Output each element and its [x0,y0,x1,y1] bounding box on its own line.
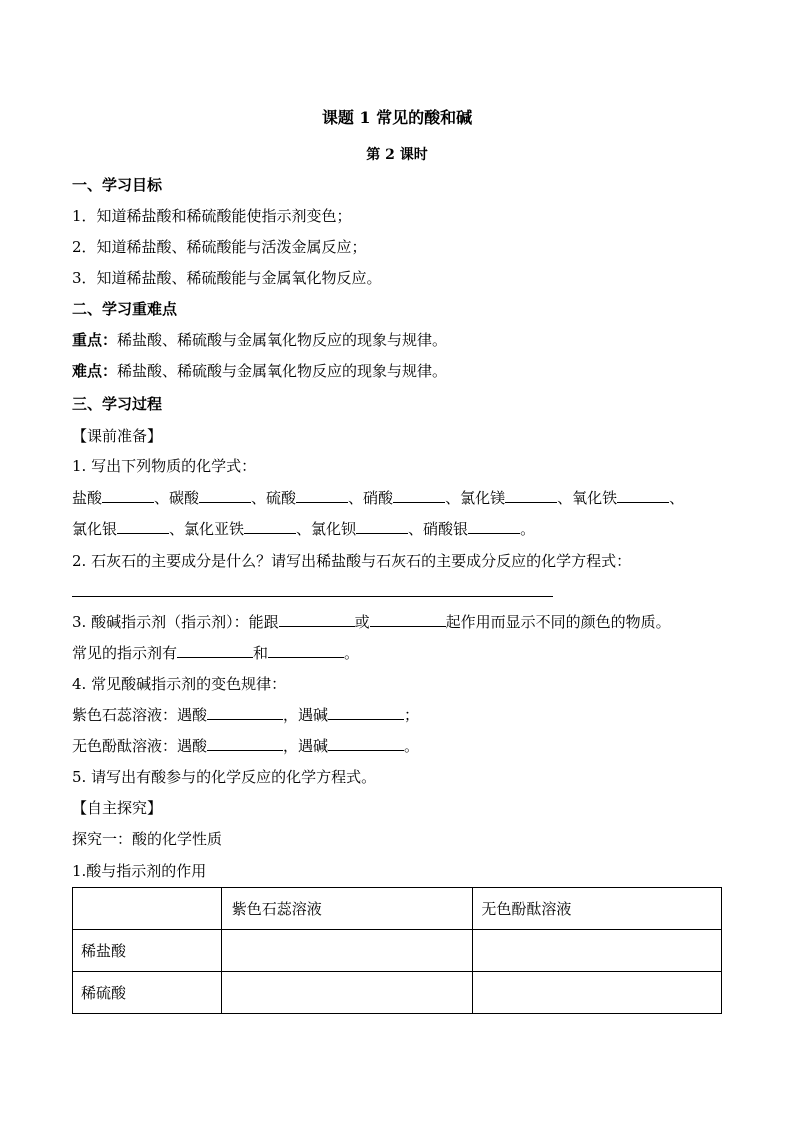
table-row-label: 稀硫酸 [73,972,222,1014]
answer-blank[interactable] [370,612,446,627]
question-2: 2. 石灰石的主要成分是什么？请写出稀盐酸与石灰石的主要成分反应的化学方程式： [72,552,632,570]
table-row [73,972,722,1014]
rule-text: 无色酚酞溶液：遇酸 [72,737,208,755]
answer-blank[interactable] [328,736,404,751]
answer-blank[interactable] [468,519,520,534]
answer-blank[interactable] [177,643,253,658]
formula-label: 、硝酸 [348,489,394,507]
answer-blank[interactable] [617,488,669,503]
table-row-label: 稀盐酸 [73,930,222,972]
table-row [73,930,722,972]
question-3-text: 常见的指示剂有 [72,644,178,662]
difficult-point [72,361,447,381]
difficult-point-label: 难点： [72,362,118,380]
litmus-rule [72,705,419,725]
goal-item-1: 1．知道稀盐酸和稀硫酸能使指示剂变色； [72,207,352,225]
question-3-text: 3. 酸碱指示剂（指示剂）：能跟 [72,613,279,631]
answer-blank[interactable] [328,705,404,720]
table-cell[interactable] [221,972,473,1014]
section-heading-goals: 一、学习目标 [72,176,163,194]
formula-label: 氯化银 [72,520,118,538]
answer-blank[interactable] [207,705,283,720]
answer-blank[interactable] [296,488,348,503]
rule-text: ，遇碱 [283,706,329,724]
rule-text: 。 [404,737,420,755]
section-heading-key-points: 二、学习重难点 [72,300,178,318]
page-title: 课题 1 常见的酸和碱 [321,108,473,127]
formula-label: 、 [669,489,685,507]
answer-blank[interactable] [393,488,445,503]
table-cell[interactable] [473,972,722,1014]
table-header-cell: 无色酚酞溶液 [473,888,722,930]
key-point-label: 重点： [72,331,118,349]
answer-blank[interactable] [207,736,283,751]
answer-blank[interactable] [199,488,251,503]
formula-row-1 [72,488,684,508]
question-3-text: 或 [354,613,370,631]
goal-item-2: 2．知道稀盐酸、稀硫酸能与活泼金属反应； [72,238,367,256]
answer-blank[interactable] [268,643,344,658]
formula-label: 、氧化铁 [557,489,618,507]
table-cell[interactable] [221,930,473,972]
formula-label: 、氯化镁 [445,489,506,507]
indicator-table [72,887,722,1014]
formula-label: 。 [520,520,536,538]
answer-blank[interactable] [505,488,557,503]
phenolphthalein-rule [72,736,419,756]
formula-label: 、氯化亚铁 [169,520,245,538]
answer-blank[interactable] [117,519,169,534]
answer-blank[interactable] [244,519,296,534]
rule-text: ； [404,706,420,724]
goal-item-3: 3．知道稀盐酸、稀硫酸能与金属氧化物反应。 [72,269,382,287]
explore-1-subtitle: 1.酸与指示剂的作用 [72,862,207,880]
page-subtitle: 第 2 课时 [366,147,428,163]
formula-label: 、氯化钡 [296,520,357,538]
key-point-text: 稀盐酸、稀硫酸与金属氧化物反应的现象与规律。 [117,331,448,349]
answer-blank[interactable] [279,612,355,627]
table-cell[interactable] [473,930,722,972]
explore-1-title: 探究一：酸的化学性质 [72,830,223,848]
question-4: 4. 常见酸碱指示剂的变色规律： [72,675,287,693]
question-3 [72,612,671,632]
section-heading-process: 三、学习过程 [72,395,163,413]
formula-label: 、硝酸银 [408,520,469,538]
formula-label: 、碳酸 [154,489,200,507]
question-3-text: 。 [344,644,360,662]
table-header-row [73,888,722,930]
formula-label: 、硫酸 [251,489,297,507]
question-3-text: 起作用而显示不同的颜色的物质。 [445,613,671,631]
answer-blank[interactable] [356,519,408,534]
formula-row-2 [72,519,535,539]
question-5: 5. 请写出有酸参与的化学反应的化学方程式。 [72,768,377,786]
explore-heading: 【自主探究】 [72,799,163,817]
difficult-point-text: 稀盐酸、稀硫酸与金属氧化物反应的现象与规律。 [117,362,448,380]
key-point [72,330,447,350]
prep-heading: 【课前准备】 [72,427,163,445]
question-3-line-2 [72,643,359,663]
answer-blank[interactable] [102,488,154,503]
rule-text: 紫色石蕊溶液：遇酸 [72,706,208,724]
question-1: 1. 写出下列物质的化学式： [72,457,257,475]
answer-line[interactable] [72,596,553,597]
question-3-text: 和 [253,644,269,662]
formula-label: 盐酸 [72,489,103,507]
table-header-cell: 紫色石蕊溶液 [221,888,473,930]
rule-text: ，遇碱 [283,737,329,755]
table-header-cell [73,888,222,930]
